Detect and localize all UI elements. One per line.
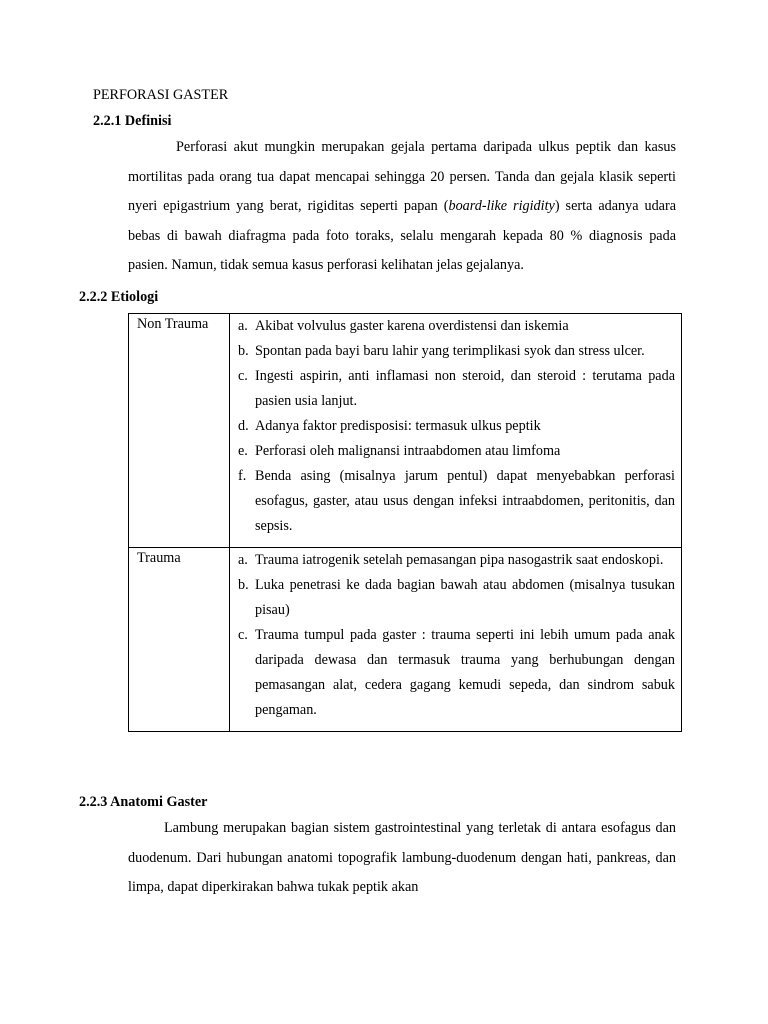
section-heading-anatomi: 2.2.3 Anatomi Gaster (79, 794, 208, 810)
table-cell-category: Trauma (129, 548, 230, 732)
list-item-text: Trauma iatrogenik setelah pemasangan pipa nasogastrik saat endoskopi. (255, 552, 664, 568)
list-item-marker: a. (238, 552, 248, 568)
etiologi-list-non-trauma (238, 314, 675, 539)
etiologi-list-trauma (238, 548, 675, 723)
list-item (238, 439, 675, 464)
list-item-text: Ingesti aspirin, anti inflamasi non steroid, dan steroid : terutama pada pasien usia lanjut. (255, 368, 675, 409)
list-item-marker: b. (238, 577, 249, 593)
list-item (238, 548, 675, 573)
paragraph-anatomi: Lambung merupakan bagian sistem gastrointestinal yang terletak di antara esofagus dan duodenum. Dari hubungan anatomi topografik lambung-duodenum dengan hati, pankreas, dan limpa, dapat diperkirakan bahwa tukak peptik akan (128, 820, 676, 895)
paragraph-definisi (128, 133, 676, 281)
list-item-text: Benda asing (misalnya jarum pentul) dapat menyebabkan perforasi esofagus, gaster, atau usus dengan infeksi intraabdomen, peritonitis, dan sepsis. (255, 468, 675, 534)
paragraph-definisi-part-1: Perforasi akut mungkin merupakan gejala pertama daripada ulkus peptik dan kasus mortilitas pada orang tua dapat mencapai sehingga 20 persen. Tanda dan gejala klasik seperti nyeri epigastrium yang berat, rigiditas seperti papan ( (128, 139, 676, 214)
table-cell-items (230, 548, 682, 732)
paragraph-definisi-part-3: ) serta adanya udara bebas di bawah diafragma pada foto toraks, selalu mengarah kepada 80 % diagnosis pada pasien. Namun, tidak semua kasus perforasi kelihatan jelas gejalanya. (128, 198, 676, 273)
list-item (238, 464, 675, 539)
table-row (129, 314, 682, 548)
list-item-text: Perforasi oleh malignansi intraabdomen atau limfoma (255, 443, 561, 459)
document-title: PERFORASI GASTER (93, 87, 229, 103)
list-item-marker: d. (238, 418, 249, 434)
list-item-marker: c. (238, 368, 248, 384)
list-item-marker: a. (238, 318, 248, 334)
paragraph-definisi-italic-term: board-like rigidity (448, 198, 555, 214)
list-item-text: Spontan pada bayi baru lahir yang terimplikasi syok dan stress ulcer. (255, 343, 645, 359)
section-heading-etiologi: 2.2.2 Etiologi (79, 289, 159, 305)
list-item-marker: f. (238, 468, 247, 484)
etiologi-table (128, 313, 682, 732)
list-item (238, 314, 675, 339)
table-cell-items (230, 314, 682, 548)
list-item (238, 339, 675, 364)
list-item-text: Trauma tumpul pada gaster : trauma seperti ini lebih umum pada anak daripada dewasa dan termasuk trauma yang berhubungan dengan pemasangan alat, cedera gagang kemudi sepeda, dan sindrom sabuk pengaman. (255, 627, 675, 718)
list-item-marker: b. (238, 343, 249, 359)
table-row (129, 548, 682, 732)
list-item (238, 623, 675, 723)
list-item (238, 573, 675, 623)
list-item (238, 414, 675, 439)
list-item-marker: c. (238, 627, 248, 643)
list-item-text: Akibat volvulus gaster karena overdistensi dan iskemia (255, 318, 569, 334)
list-item-marker: e. (238, 443, 248, 459)
list-item (238, 364, 675, 414)
table-cell-category: Non Trauma (129, 314, 230, 548)
list-item-text: Adanya faktor predisposisi: termasuk ulkus peptik (255, 418, 541, 434)
list-item-text: Luka penetrasi ke dada bagian bawah atau abdomen (misalnya tusukan pisau) (255, 577, 675, 618)
section-heading-definisi: 2.2.1 Definisi (93, 113, 172, 129)
